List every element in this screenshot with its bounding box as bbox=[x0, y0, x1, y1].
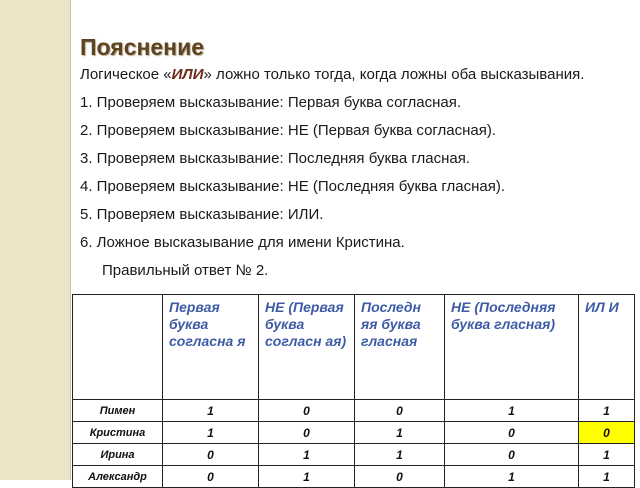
intro-after: » ложно только тогда, когда ложны оба высказывания. bbox=[203, 66, 585, 83]
decorative-divider bbox=[70, 0, 71, 480]
table-cell: 0 bbox=[163, 466, 259, 488]
intro-paragraph bbox=[80, 64, 635, 85]
table-cell: 1 bbox=[355, 422, 445, 444]
header-corner bbox=[73, 295, 163, 400]
slide-title: Пояснение bbox=[80, 34, 204, 60]
step-3: 3. Проверяем высказывание: Последняя буква гласная. bbox=[80, 150, 470, 167]
table-row bbox=[73, 400, 635, 422]
table-cell: 1 bbox=[355, 444, 445, 466]
truth-table bbox=[72, 294, 635, 488]
table-cell: 1 bbox=[259, 466, 355, 488]
intro-emphasis: ИЛИ bbox=[171, 66, 204, 83]
table-cell: 0 bbox=[259, 422, 355, 444]
table-cell: 1 bbox=[445, 466, 579, 488]
header-or: ИЛ И bbox=[579, 295, 635, 400]
row-name: Пимен bbox=[73, 400, 163, 422]
table-cell: 1 bbox=[445, 400, 579, 422]
step-2: 2. Проверяем высказывание: НЕ (Первая буква согласная). bbox=[80, 122, 497, 139]
step-6: 6. Ложное высказывание для имени Кристина. bbox=[80, 234, 405, 251]
header-first-consonant: Первая буква согласна я bbox=[163, 295, 259, 400]
intro-before: Логическое « bbox=[80, 66, 172, 83]
header-not-first-consonant: НЕ (Первая буква согласн ая) bbox=[259, 295, 355, 400]
table-cell: 0 bbox=[355, 466, 445, 488]
explanation-text bbox=[80, 64, 635, 281]
table-cell: 1 bbox=[579, 400, 635, 422]
table-row bbox=[73, 466, 635, 488]
highlighted-result-cell: 0 bbox=[579, 422, 635, 444]
row-name: Ирина bbox=[73, 444, 163, 466]
table-cell: 1 bbox=[579, 466, 635, 488]
step-5: 5. Проверяем высказывание: ИЛИ. bbox=[80, 206, 324, 223]
table-row bbox=[73, 422, 635, 444]
table-cell: 1 bbox=[579, 444, 635, 466]
table-header-row bbox=[73, 295, 635, 400]
row-name: Александр bbox=[73, 466, 163, 488]
table-cell: 1 bbox=[163, 422, 259, 444]
answer-line: Правильный ответ № 2. bbox=[102, 262, 269, 279]
step-1: 1. Проверяем высказывание: Первая буква согласная. bbox=[80, 94, 462, 111]
table-cell: 1 bbox=[259, 444, 355, 466]
table-cell: 0 bbox=[445, 422, 579, 444]
table-cell: 0 bbox=[445, 444, 579, 466]
table-cell: 0 bbox=[355, 400, 445, 422]
decorative-side-band bbox=[0, 0, 70, 480]
table-cell: 0 bbox=[259, 400, 355, 422]
row-name: Кристина bbox=[73, 422, 163, 444]
header-last-vowel: Последн яя буква гласная bbox=[355, 295, 445, 400]
table-row bbox=[73, 444, 635, 466]
table-cell: 0 bbox=[163, 444, 259, 466]
header-not-last-vowel: НЕ (Последняя буква гласная) bbox=[445, 295, 579, 400]
step-4: 4. Проверяем высказывание: НЕ (Последняя буква гласная). bbox=[80, 178, 505, 195]
table-cell: 1 bbox=[163, 400, 259, 422]
